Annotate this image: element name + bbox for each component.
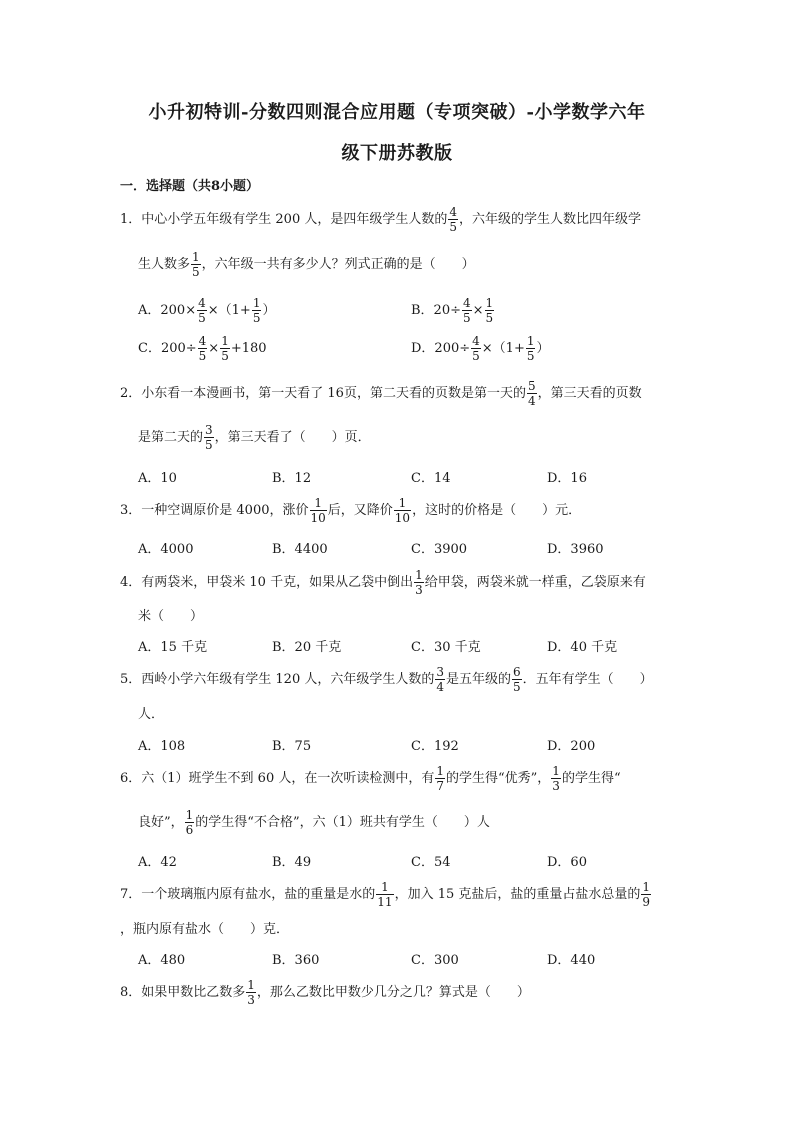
q1-option-d[interactable]: D．200÷ $\frac{4}{5}$ ×（1+ $\frac{1}{5}$ ） bbox=[411, 334, 550, 363]
q6-option-d[interactable]: D．60 bbox=[547, 855, 587, 870]
q5-option-d[interactable]: D．200 bbox=[547, 739, 596, 754]
q4-option-d[interactable]: D．40 千克 bbox=[547, 640, 618, 655]
q4-option-c[interactable]: C．30 千克 bbox=[411, 640, 481, 655]
q2-option-c[interactable]: C．14 bbox=[411, 471, 451, 486]
q6-option-b[interactable]: B．49 bbox=[272, 855, 312, 870]
q3-option-b[interactable]: B．4400 bbox=[272, 542, 328, 557]
q7-option-d[interactable]: D．440 bbox=[547, 953, 596, 968]
q3-option-c[interactable]: C．3900 bbox=[411, 542, 468, 557]
page-title-line-1: 小升初特训-分数四则混合应用题（专项突破）-小学数学六年 bbox=[148, 102, 646, 123]
question-text: 生人数多 bbox=[138, 257, 191, 272]
q6-option-a[interactable]: A．42 bbox=[138, 855, 177, 870]
q1-option-a[interactable]: A．200× $\frac{4}{5}$ ×（1+ $\frac{1}{5}$ ） bbox=[138, 296, 276, 325]
q6-option-c[interactable]: C．54 bbox=[411, 855, 451, 870]
page-title-line-2: 级下册苏教版 bbox=[341, 143, 453, 164]
question-5-line-2: 人． bbox=[138, 707, 165, 722]
question-text: 1．中心小学五年级有学生 200 人，是四年级学生人数的 bbox=[120, 212, 448, 227]
q5-option-b[interactable]: B．75 bbox=[272, 739, 312, 754]
q3-option-d[interactable]: D．3960 bbox=[547, 542, 604, 557]
question-8-line-1: 8．如果甲数比乙数多 $\frac{1}{3}$ ，那么乙数比甲数少几分之几？算式是（ ） bbox=[120, 978, 530, 1007]
question-7-line-1: 7．一个玻璃瓶内原有盐水，盐的重量是水的 $\frac{1}{11}$ ，加入 15 克盐后，盐的重量占盐水总量的 $\frac{1}{9}$ bbox=[120, 880, 651, 909]
q5-option-a[interactable]: A．108 bbox=[138, 739, 186, 754]
q2-option-a[interactable]: A．10 bbox=[138, 471, 177, 486]
q5-option-c[interactable]: C．192 bbox=[411, 739, 459, 754]
question-4-line-1: 4．有两袋米，甲袋米 10 千克，如果从乙袋中倒出 $\frac{1}{3}$ 给甲袋，两袋米就一样重，乙袋原来有 bbox=[120, 568, 646, 597]
section-heading: 一．选择题（共8小题） bbox=[120, 179, 260, 194]
question-2-line-1: 2．小东看一本漫画书，第一天看了 16页，第二天看的页数是第一天的 $\frac{5}{4}$ ，第三天看的页数 bbox=[120, 379, 642, 408]
question-1-line-2 bbox=[138, 250, 475, 279]
q3-option-a[interactable]: A．4000 bbox=[138, 542, 194, 557]
question-2-line-2: 是第二天的 $\frac{3}{5}$ ，第三天看了（ ）页． bbox=[138, 423, 371, 452]
fraction: $\frac{4}{5}$ bbox=[449, 205, 457, 234]
question-6-line-1: 6．六（1）班学生不到 60 人，在一次听读检测中，有 $\frac{1}{7}$ 的学生得“优秀”， $\frac{1}{3}$ 的学生得“ bbox=[120, 764, 621, 793]
q2-option-b[interactable]: B．12 bbox=[272, 471, 312, 486]
question-7-line-2: ，瓶内原有盐水（ ）克． bbox=[120, 922, 290, 937]
question-5-line-1: 5．西岭小学六年级有学生 120 人，六年级学生人数的 $\frac{3}{4}$ 是五年级的 $\frac{6}{5}$ ．五年有学生（ ） bbox=[120, 665, 653, 694]
q4-option-a[interactable]: A．15 千克 bbox=[138, 640, 208, 655]
q2-option-d[interactable]: D．16 bbox=[547, 471, 587, 486]
question-4-line-2: 米（ ） bbox=[138, 609, 204, 624]
q4-option-b[interactable]: B．20 千克 bbox=[272, 640, 342, 655]
q7-option-b[interactable]: B．360 bbox=[272, 953, 320, 968]
q7-option-a[interactable]: A．480 bbox=[138, 953, 186, 968]
question-text: ，六年级的学生人数比四年级学 bbox=[459, 212, 642, 227]
q7-option-c[interactable]: C．300 bbox=[411, 953, 459, 968]
question-text: ，六年级一共有多少人？列式正确的是（ ） bbox=[201, 257, 475, 272]
fraction: $\frac{1}{5}$ bbox=[192, 250, 200, 279]
q1-option-c[interactable]: C．200÷ $\frac{4}{5}$ × $\frac{1}{5}$ +180 bbox=[138, 334, 267, 363]
question-6-line-2: 良好”， $\frac{1}{6}$ 的学生得“不合格”，六（1）班共有学生（ ）人 bbox=[138, 808, 490, 837]
question-1-line-1 bbox=[120, 205, 641, 234]
q1-option-b[interactable]: B．20÷ $\frac{4}{5}$ × $\frac{1}{5}$ bbox=[411, 296, 494, 325]
question-3-line-1: 3．一种空调原价是 4000，涨价 $\frac{1}{10}$ 后，又降价 $\frac{1}{10}$ ，这时的价格是（ ）元． bbox=[120, 496, 582, 525]
